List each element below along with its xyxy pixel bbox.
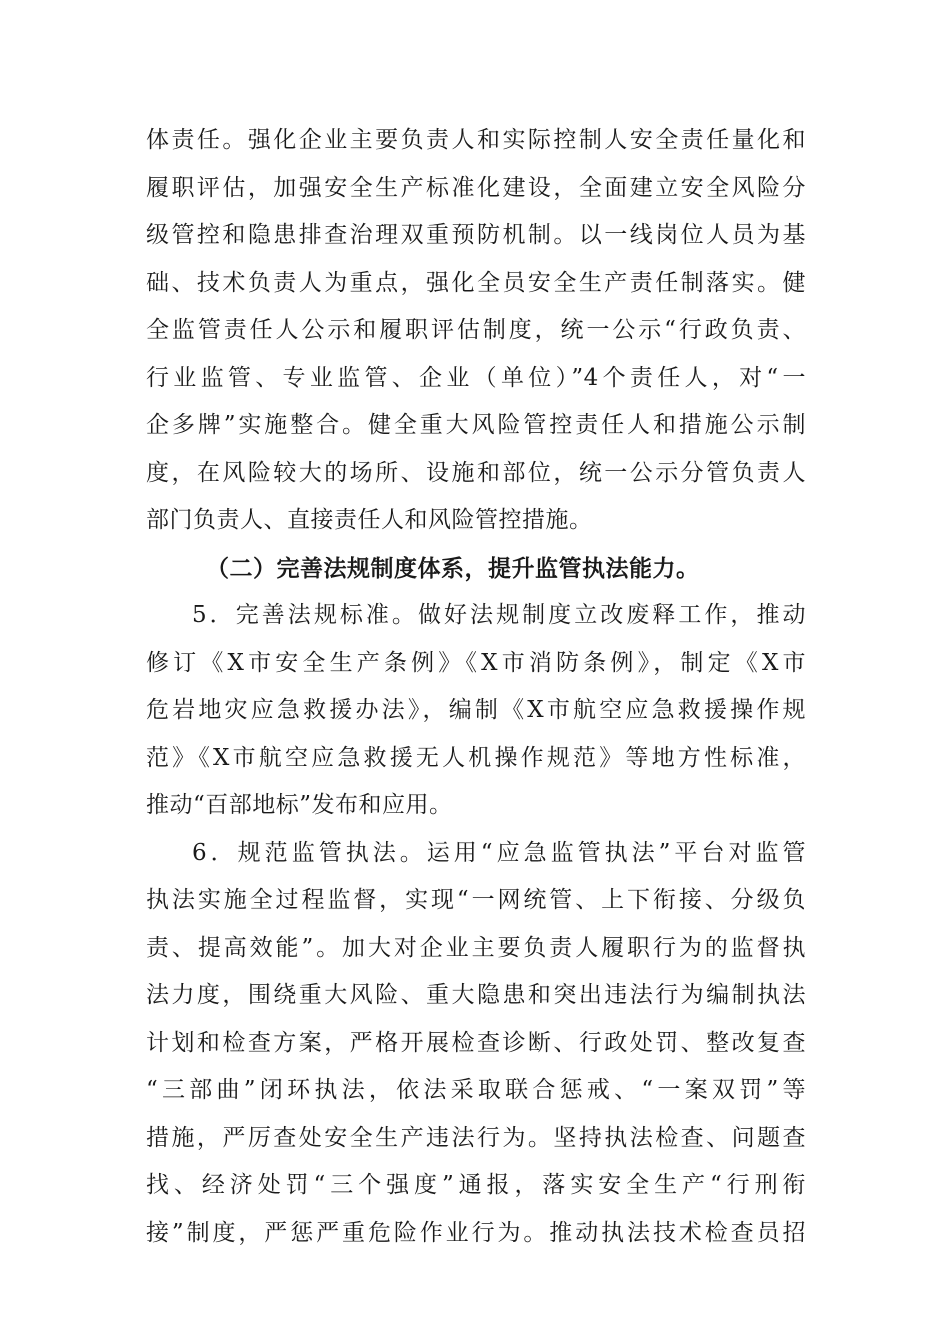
text-line: 措施，严厉查处安全生产违法行为。坚持执法检查、问题查	[146, 1124, 806, 1151]
text-line: “三部曲”闭环执法，依法采取联合惩戒、“一案双罚”等	[146, 1077, 806, 1103]
section-heading: （二）完善法规制度体系，提升监管执法能力。	[206, 554, 700, 582]
text-line: 找、经济处罚“三个强度”通报，落实安全生产“行刑衔	[146, 1172, 806, 1198]
text-line: 度，在风险较大的场所、设施和部位，统一公示分管负责人	[146, 459, 806, 486]
text-line: 执法实施全过程监督，实现“一网统管、上下衔接、分级负	[146, 887, 806, 913]
text-line: 计划和检查方案，严格开展检查诊断、行政处罚、整改复查	[146, 1029, 806, 1056]
text-line: 推动“百部地标”发布和应用。	[146, 792, 453, 818]
text-line: 修订《X市安全生产条例》《X市消防条例》，制定《X市	[146, 649, 806, 676]
text-line: 责、提高效能”。加大对企业主要负责人履职行为的监督执	[146, 934, 806, 961]
document-body	[146, 117, 806, 1257]
text-line: 范》《X市航空应急救援无人机操作规范》等地方性标准，	[146, 744, 806, 771]
text-line: 企多牌”实施整合。健全重大风险管控责任人和措施公示制	[146, 412, 806, 438]
text-line: 危岩地灾应急救援办法》，编制《X市航空应急救援操作规	[146, 697, 806, 723]
text-line: 6．规范监管执法。运用“应急监管执法”平台对监管	[192, 839, 806, 866]
text-line: 部门负责人、直接责任人和风险管控措施。	[146, 507, 593, 533]
text-line: 接”制度，严惩严重危险作业行为。推动执法技术检查员招	[146, 1219, 806, 1246]
text-line: 履职评估，加强安全生产标准化建设，全面建立安全风险分	[146, 174, 806, 201]
text-line: 5．完善法规标准。做好法规制度立改废释工作，推动	[192, 602, 806, 628]
text-line: 法力度，围绕重大风险、重大隐患和突出违法行为编制执法	[146, 982, 806, 1008]
text-line: 体责任。强化企业主要负责人和实际控制人安全责任量化和	[146, 127, 806, 153]
text-line: 行业监管、专业监管、企业（单位）”4个责任人，对“一	[146, 364, 806, 391]
text-line: 全监管责任人公示和履职评估制度，统一公示“行政负责、	[146, 317, 806, 343]
text-line: 础、技术负责人为重点，强化全员安全生产责任制落实。健	[146, 269, 806, 296]
text-line: 级管控和隐患排查治理双重预防机制。以一线岗位人员为基	[146, 222, 806, 248]
